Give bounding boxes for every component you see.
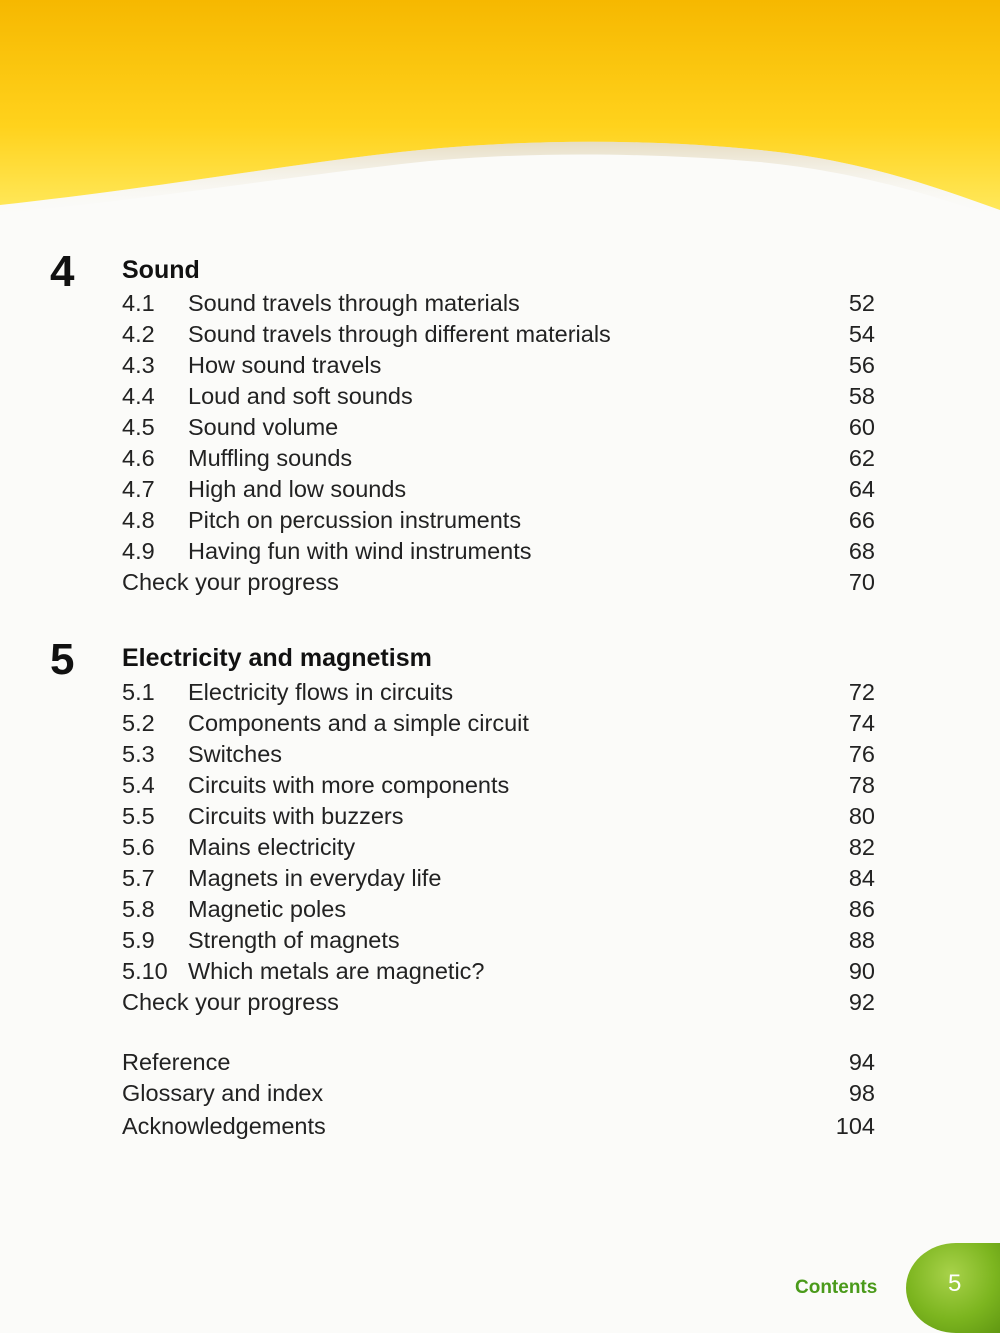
entry-number: 5.9 <box>122 927 155 953</box>
entry-number: 4.5 <box>122 414 155 440</box>
entry-page: 70 <box>848 569 875 595</box>
entry-title: Magnetic poles <box>188 896 347 922</box>
entry-page: 54 <box>848 321 875 347</box>
toc-entry[interactable] <box>0 894 1000 925</box>
chapter-number: 5 <box>50 635 75 684</box>
entry-title: Acknowledgements <box>122 1113 326 1139</box>
entry-page: 64 <box>848 476 875 502</box>
toc-entry-check-progress[interactable] <box>0 567 1000 598</box>
entry-title: Components and a simple circuit <box>188 710 529 736</box>
entry-title: How sound travels <box>188 352 382 378</box>
entry-page: 58 <box>848 383 875 409</box>
entry-page: 80 <box>848 803 875 829</box>
entry-page: 60 <box>848 414 875 440</box>
entry-page: 104 <box>835 1113 875 1139</box>
toc-entry[interactable] <box>0 474 1000 505</box>
toc-entry[interactable] <box>0 801 1000 832</box>
entry-page: 76 <box>848 741 875 767</box>
toc-entry-reference[interactable] <box>0 1047 1000 1078</box>
entry-page: 72 <box>848 679 875 705</box>
entry-page: 90 <box>848 958 875 984</box>
entry-title: Magnets in everyday life <box>188 865 442 891</box>
toc-entry[interactable] <box>0 956 1000 987</box>
entry-number: 4.9 <box>122 538 155 564</box>
entry-title: Glossary and index <box>122 1080 324 1106</box>
entry-title: Switches <box>188 741 283 767</box>
toc-entry[interactable] <box>0 412 1000 443</box>
entry-number: 5.6 <box>122 834 155 860</box>
entry-number: 5.8 <box>122 896 155 922</box>
entry-title: Sound travels through materials <box>188 290 520 316</box>
toc-entry[interactable] <box>0 319 1000 350</box>
entry-title: Reference <box>122 1049 231 1075</box>
entry-title: Muffling sounds <box>188 445 353 471</box>
entry-page: 74 <box>848 710 875 736</box>
entry-page: 82 <box>848 834 875 860</box>
entry-page: 88 <box>848 927 875 953</box>
entry-number: 4.2 <box>122 321 155 347</box>
toc-entry[interactable] <box>0 443 1000 474</box>
chapter-number: 4 <box>50 247 75 296</box>
toc-entry[interactable] <box>0 288 1000 319</box>
entry-number: 4.7 <box>122 476 155 502</box>
chapter-title: Electricity and magnetism <box>122 644 432 672</box>
toc-entry[interactable] <box>0 677 1000 708</box>
entry-number: 5.7 <box>122 865 155 891</box>
entry-page: 68 <box>848 538 875 564</box>
entry-page: 92 <box>848 989 875 1015</box>
entry-number: 5.10 <box>122 958 168 984</box>
entry-number: 5.1 <box>122 679 155 705</box>
entry-page: 84 <box>848 865 875 891</box>
entry-number: 5.5 <box>122 803 155 829</box>
entry-number: 4.3 <box>122 352 155 378</box>
entry-number: 5.2 <box>122 710 155 736</box>
entry-title: Pitch on percussion instruments <box>188 507 522 533</box>
toc-entry-glossary[interactable] <box>0 1078 1000 1109</box>
toc-entry[interactable] <box>0 770 1000 801</box>
toc-entry[interactable] <box>0 863 1000 894</box>
toc-entry[interactable] <box>0 536 1000 567</box>
entry-title: Sound volume <box>188 414 339 440</box>
toc-entry[interactable] <box>0 505 1000 536</box>
footer-section-label: Contents <box>795 1277 878 1298</box>
entry-page: 86 <box>848 896 875 922</box>
entry-page: 62 <box>848 445 875 471</box>
entry-number: 4.6 <box>122 445 155 471</box>
toc-entry-acknowledgements[interactable] <box>0 1111 1000 1142</box>
toc-entry[interactable] <box>0 739 1000 770</box>
entry-page: 52 <box>848 290 875 316</box>
entry-title: Which metals are magnetic? <box>188 958 485 984</box>
entry-title: Electricity flows in circuits <box>188 679 454 705</box>
entry-page: 78 <box>848 772 875 798</box>
entry-title: Circuits with more components <box>188 772 510 798</box>
entry-page: 94 <box>848 1049 875 1075</box>
toc-entry-check-progress[interactable] <box>0 987 1000 1018</box>
header-banner <box>0 0 1000 220</box>
entry-title: High and low sounds <box>188 476 407 502</box>
entry-title: Circuits with buzzers <box>188 803 404 829</box>
entry-title: Sound travels through different materials <box>188 321 611 347</box>
toc-entry[interactable] <box>0 350 1000 381</box>
entry-number: 4.4 <box>122 383 155 409</box>
entry-number: 4.1 <box>122 290 155 316</box>
toc-entry[interactable] <box>0 708 1000 739</box>
entry-title: Strength of magnets <box>188 927 400 953</box>
page-number: 5 <box>948 1270 962 1297</box>
entry-page: 98 <box>848 1080 875 1106</box>
toc-entry[interactable] <box>0 925 1000 956</box>
toc-entry[interactable] <box>0 381 1000 412</box>
entry-number: 4.8 <box>122 507 155 533</box>
toc-entry[interactable] <box>0 832 1000 863</box>
entry-page: 66 <box>848 507 875 533</box>
entry-title: Check your progress <box>122 569 339 595</box>
entry-title: Having fun with wind instruments <box>188 538 532 564</box>
entry-title: Mains electricity <box>188 834 356 860</box>
entry-number: 5.4 <box>122 772 155 798</box>
entry-title: Loud and soft sounds <box>188 383 413 409</box>
entry-number: 5.3 <box>122 741 155 767</box>
entry-page: 56 <box>848 352 875 378</box>
chapter-title: Sound <box>122 256 200 284</box>
entry-title: Check your progress <box>122 989 339 1015</box>
